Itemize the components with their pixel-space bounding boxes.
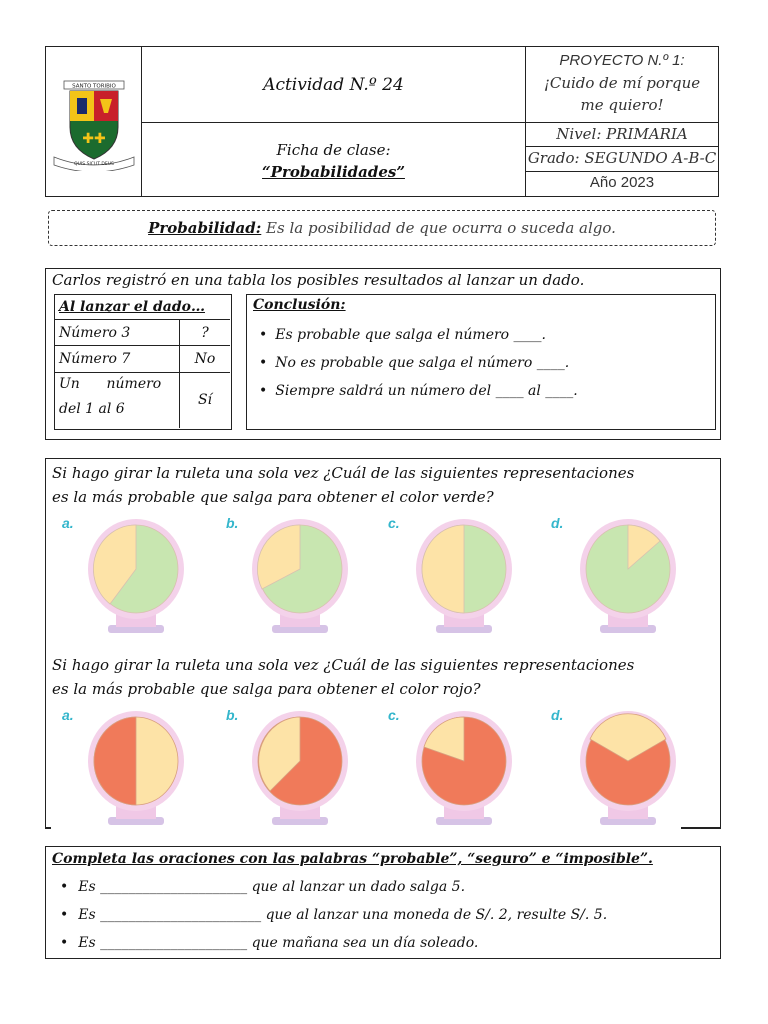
project-cell — [526, 47, 718, 123]
project-line2: ¡Cuido de mí porque — [543, 74, 701, 92]
die-table — [54, 294, 232, 430]
year-cell: Año 2023 — [589, 174, 655, 191]
roulette-wheel-icon[interactable] — [578, 517, 678, 637]
roulette-wheel-icon[interactable] — [414, 709, 514, 829]
conclusion-title: Conclusión: — [253, 297, 346, 313]
definition-text: Es la posibilidad de que ocurra o suceda algo. — [261, 219, 616, 237]
corner-line — [681, 827, 721, 829]
roulette-wheel-icon[interactable] — [250, 709, 350, 829]
question-line: es la más probable que salga para obtener el color rojo? — [52, 680, 481, 698]
svg-text:✚✚: ✚✚ — [82, 131, 106, 147]
conclusion-item: • No es probable que salga el número ____. — [259, 355, 569, 371]
die-intro: Carlos registró en una tabla los posibles resultados al lanzar un dado. — [52, 271, 585, 289]
project-line3: me quiero! — [580, 96, 664, 114]
question-line: es la más probable que salga para obtener el color verde? — [52, 488, 494, 506]
table-row — [55, 346, 230, 373]
completion-instruction: Completa las oraciones con las palabras “probable”, “seguro” e “imposible”. — [52, 851, 653, 867]
row-value: Sí — [179, 373, 230, 428]
option-label-b: b. — [226, 515, 239, 531]
option-label-b: b. — [226, 707, 239, 723]
logo-motto: QUIS SICUT DEUS — [74, 162, 114, 167]
header-table — [45, 46, 719, 197]
conclusion-box — [246, 294, 716, 430]
definition-term: Probabilidad: — [148, 219, 262, 237]
logo-label: SANTO TORIBIO — [72, 83, 116, 90]
completion-line: • Es _______________________ que al lanzar una moneda de S/. 2, resulte S/. 5. — [60, 907, 607, 923]
sheet-label: Ficha de clase: — [276, 141, 391, 159]
row-value: ? — [179, 320, 230, 345]
table-header-row — [55, 295, 230, 320]
option-label-a: a. — [62, 515, 74, 531]
conclusion-item: • Es probable que salga el número ____. — [259, 327, 546, 343]
sheet-info — [142, 123, 526, 196]
question-green — [52, 461, 634, 509]
roulette-wheel-icon[interactable] — [86, 709, 186, 829]
option-label-c: c. — [388, 707, 400, 723]
school-logo-cell — [46, 47, 142, 196]
project-line1: PROYECTO N.º 1: — [559, 52, 685, 69]
question-line: Si hago girar la ruleta una sola vez ¿Cuál de las siguientes representaciones — [52, 656, 635, 674]
roulette-wheel-icon[interactable] — [250, 517, 350, 637]
row-value: No — [179, 346, 230, 372]
roulette-section — [45, 458, 721, 829]
roulette-wheel-icon[interactable] — [578, 709, 678, 829]
completion-line: • Es _____________________ que al lanzar un dado salga 5. — [60, 879, 465, 895]
completion-section — [45, 846, 721, 959]
definition-box — [48, 210, 716, 246]
row-label: Número 7 — [59, 351, 131, 367]
question-red — [52, 653, 634, 701]
row-label: del 1 al 6 — [59, 401, 125, 417]
option-label-d: d. — [551, 707, 564, 723]
row-label: Número 3 — [59, 325, 131, 341]
option-label-c: c. — [388, 515, 400, 531]
grade-cell: Grado: SEGUNDO A-B-C — [526, 147, 718, 172]
row-label: Un número — [59, 376, 162, 392]
level-cell: Nivel: PRIMARIA — [526, 123, 718, 147]
option-label-a: a. — [62, 707, 74, 723]
roulette-wheel-icon[interactable] — [86, 517, 186, 637]
option-label-d: d. — [551, 515, 564, 531]
table-header: Al lanzar el dado… — [59, 299, 205, 315]
completion-line: • Es _____________________ que mañana sea un día soleado. — [60, 935, 478, 951]
die-section — [45, 268, 721, 440]
roulette-wheel-icon[interactable] — [414, 517, 514, 637]
conclusion-item: • Siempre saldrá un número del ____ al ____. — [259, 383, 578, 399]
table-row — [55, 373, 230, 428]
sheet-topic: “Probabilidades” — [262, 163, 405, 181]
activity-title: Actividad N.º 24 — [142, 47, 526, 123]
question-line: Si hago girar la ruleta una sola vez ¿Cuál de las siguientes representaciones — [52, 464, 635, 482]
corner-line — [45, 827, 51, 829]
table-row — [55, 320, 230, 346]
school-crest-icon — [50, 79, 138, 171]
